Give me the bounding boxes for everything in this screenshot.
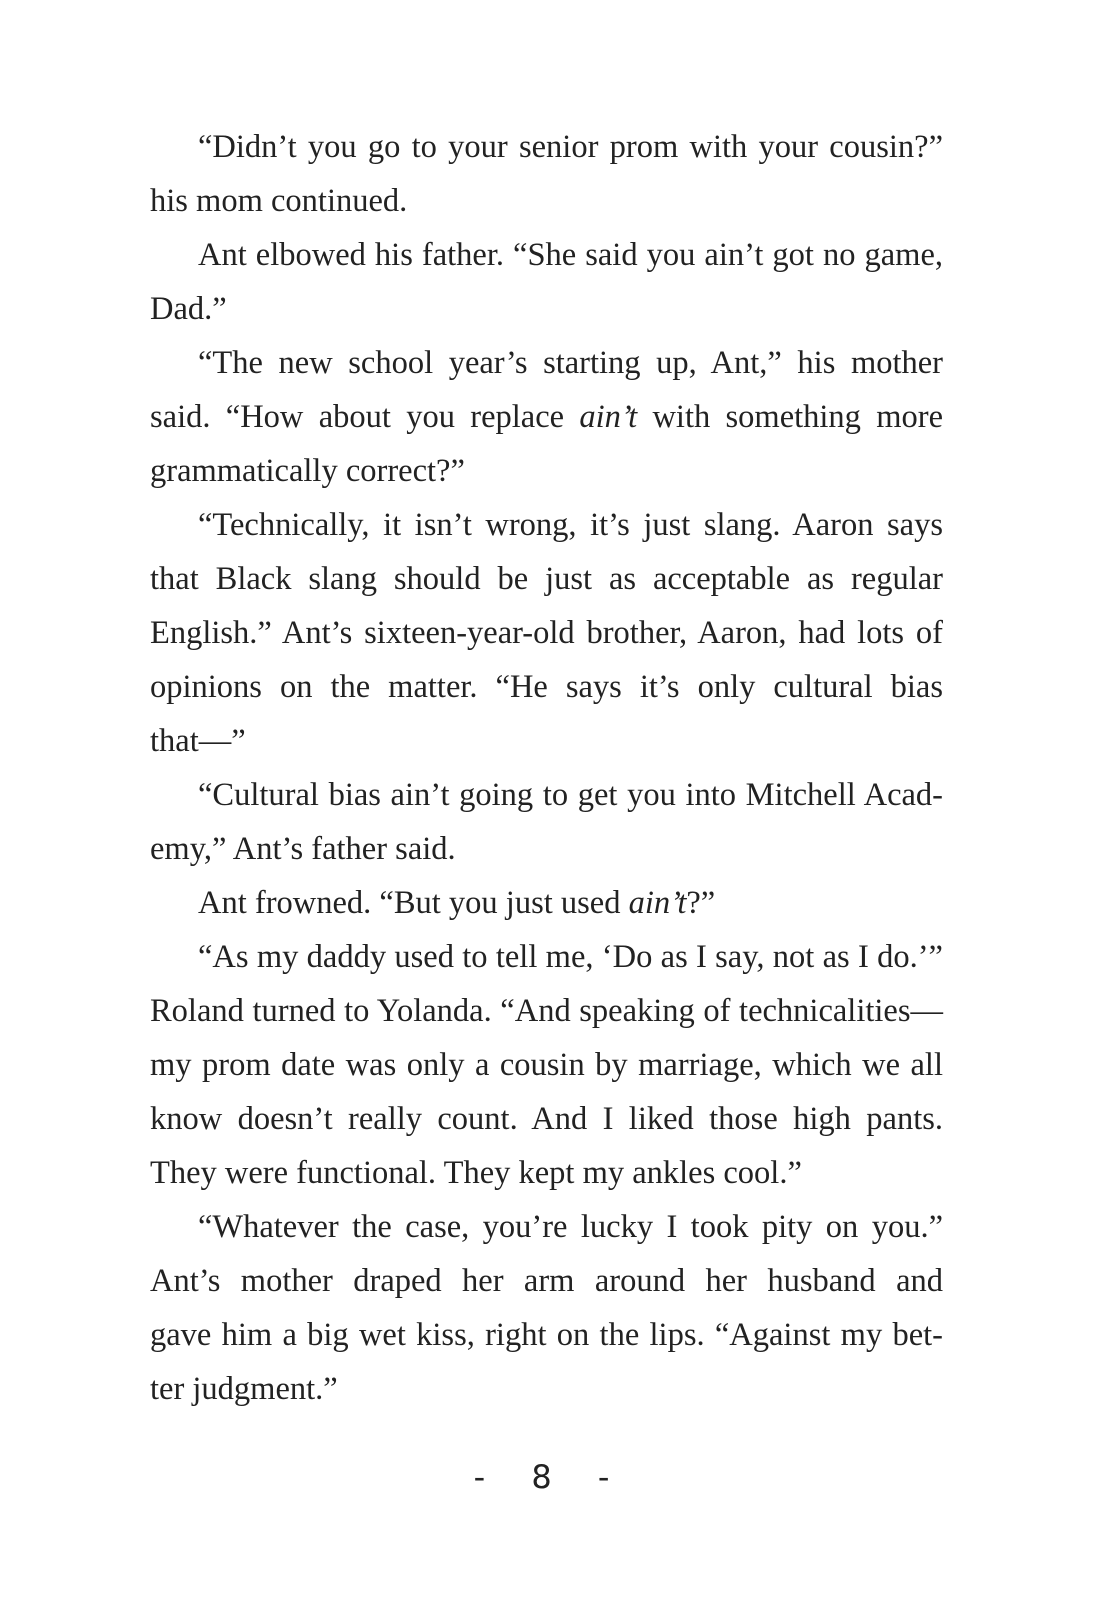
text-line: “Technically, it isn’t wrong, it’s just slang. Aaron says xyxy=(198,507,943,543)
text-line: Roland turned to Yolanda. “And speaking of technicalities— xyxy=(150,993,943,1029)
text-line: “The new school year’s starting up, Ant,” his mother xyxy=(198,345,943,381)
text-line: Ant’s mother draped her arm around her husband and xyxy=(150,1263,943,1299)
body-text xyxy=(150,120,943,1416)
text-line: said. “How about you replace ain’t with something more xyxy=(150,399,944,435)
page-number: - 8 - xyxy=(473,1458,628,1496)
text-line: They were functional. They kept my ankles cool.” xyxy=(150,1155,802,1191)
text-line: grammatically correct?” xyxy=(150,453,465,489)
text-line: know doesn’t really count. And I liked those high pants. xyxy=(150,1101,943,1137)
text-line: “Cultural bias ain’t going to get you into Mitchell Acad- xyxy=(198,777,943,813)
text-line: my prom date was only a cousin by marriage, which we all xyxy=(150,1047,943,1083)
text-line: Ant frowned. “But you just used ain’t?” xyxy=(198,885,716,921)
text-line: ter judgment.” xyxy=(150,1371,338,1407)
text-line: his mom continued. xyxy=(150,183,408,219)
text-line: that Black slang should be just as acceptable as regular xyxy=(150,561,943,597)
text-line: gave him a big wet kiss, right on the lips. “Against my bet- xyxy=(150,1317,943,1353)
text-line: that—” xyxy=(150,723,246,759)
text-line: Dad.” xyxy=(150,291,227,327)
text-line: “Whatever the case, you’re lucky I took pity on you.” xyxy=(198,1209,943,1245)
text-line: opinions on the matter. “He says it’s only cultural bias xyxy=(150,669,943,705)
text-line: English.” Ant’s sixteen-year-old brother, Aaron, had lots of xyxy=(150,615,943,651)
text-line: Ant elbowed his father. “She said you ain’t got no game, xyxy=(198,237,943,273)
text-line: emy,” Ant’s father said. xyxy=(150,831,456,867)
text-line: “As my daddy used to tell me, ‘Do as I say, not as I do.’” xyxy=(198,939,943,975)
text-line: “Didn’t you go to your senior prom with your cousin?” xyxy=(198,129,943,165)
